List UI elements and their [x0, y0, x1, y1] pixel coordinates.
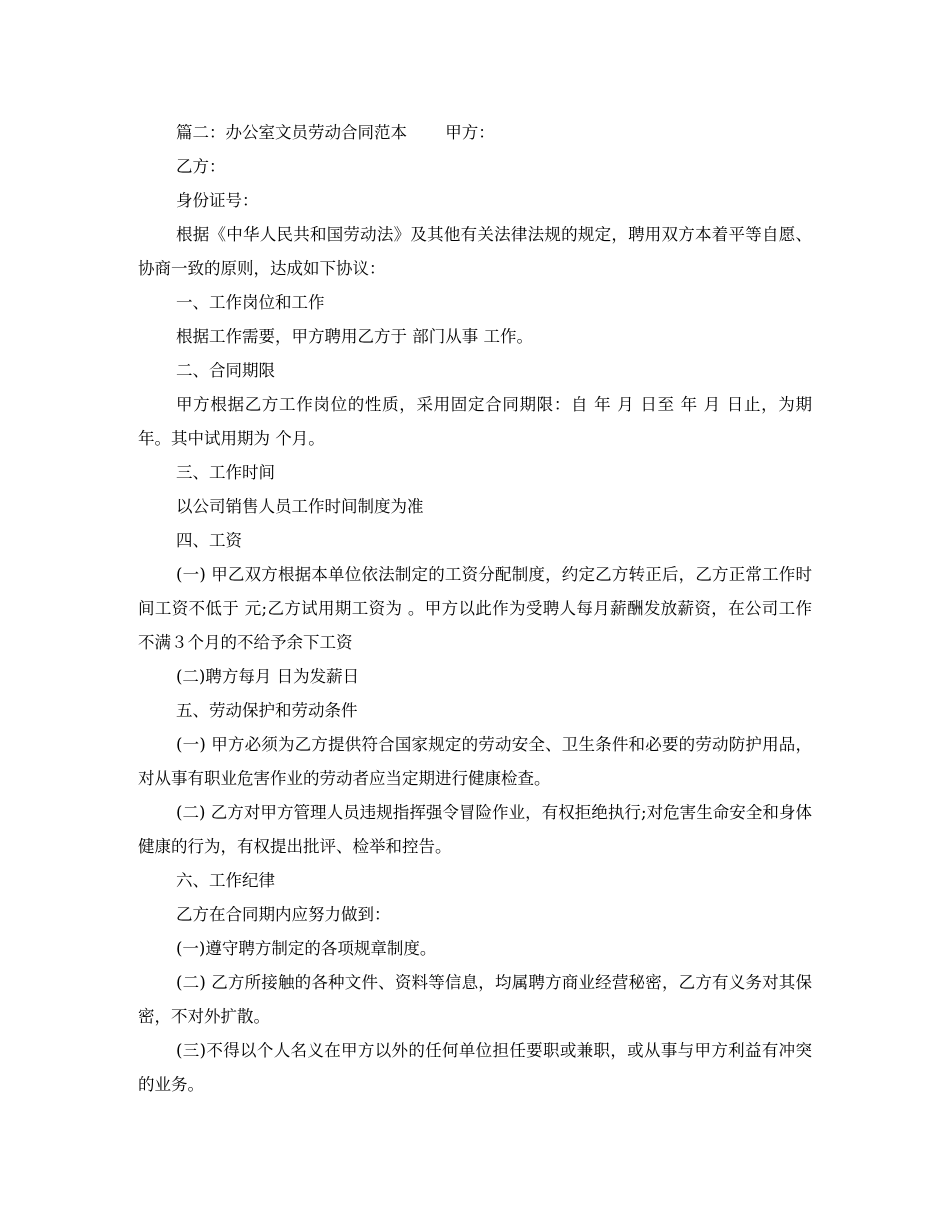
position-paragraph: 根据工作需要，甲方聘用乙方于 部门从事 工作。 [176, 327, 533, 346]
document-heading: 篇二：办公室文员劳动合同范本 甲方： [176, 123, 495, 142]
section-heading-hours: 三、工作时间 [176, 463, 275, 482]
wages-paragraph-1: (一) 甲乙双方根据本单位依法制定的工资分配制度，约定乙方转正后，乙方正常工作时间工资不低于 元;乙方试用期工资为 。甲方以此作为受聘人每月薪酬发放薪资，在公司工作不满３个月的不给予余下工资 [138, 565, 812, 652]
discipline-item-1: (一)遵守聘方制定的各项规章制度。 [176, 939, 437, 958]
discipline-item-2: (二) 乙方所接触的各种文件、资料等信息，均属聘方商业经营秘密，乙方有义务对其保密，不对外扩散。 [138, 973, 812, 1026]
section-heading-wages: 四、工资 [176, 531, 242, 550]
discipline-intro: 乙方在合同期内应努力做到： [176, 905, 391, 924]
party-b-line: 乙方： [176, 157, 226, 176]
document-body [138, 116, 818, 1102]
section-heading-term: 二、合同期限 [176, 361, 275, 380]
protection-paragraph-2: (二) 乙方对甲方管理人员违规指挥强令冒险作业，有权拒绝执行;对危害生命安全和身体健康的行为，有权提出批评、检举和控告。 [138, 803, 812, 856]
section-heading-protection: 五、劳动保护和劳动条件 [176, 701, 358, 720]
section-heading-position: 一、工作岗位和工作 [176, 293, 325, 312]
discipline-item-3: (三)不得以个人名义在甲方以外的任何单位担任要职或兼职，或从事与甲方利益有冲突的业务。 [138, 1041, 812, 1094]
protection-paragraph-1: (一) 甲方必须为乙方提供符合国家规定的劳动安全、卫生条件和必要的劳动防护用品，对从事有职业危害作业的劳动者应当定期进行健康检查。 [138, 735, 812, 788]
id-number-line: 身份证号： [176, 191, 259, 210]
section-heading-discipline: 六、工作纪律 [176, 871, 275, 890]
hours-paragraph: 以公司销售人员工作时间制度为准 [176, 497, 424, 516]
preamble-paragraph: 根据《中华人民共和国劳动法》及其他有关法律法规的规定，聘用双方本着平等自愿、协商一致的原则，达成如下协议： [138, 225, 812, 278]
wages-paragraph-2: (二)聘方每月 日为发薪日 [176, 667, 360, 686]
term-paragraph: 甲方根据乙方工作岗位的性质，采用固定合同期限：自 年 月 日至 年 月 日止，为期 年。其中试用期为 个月。 [138, 395, 818, 448]
